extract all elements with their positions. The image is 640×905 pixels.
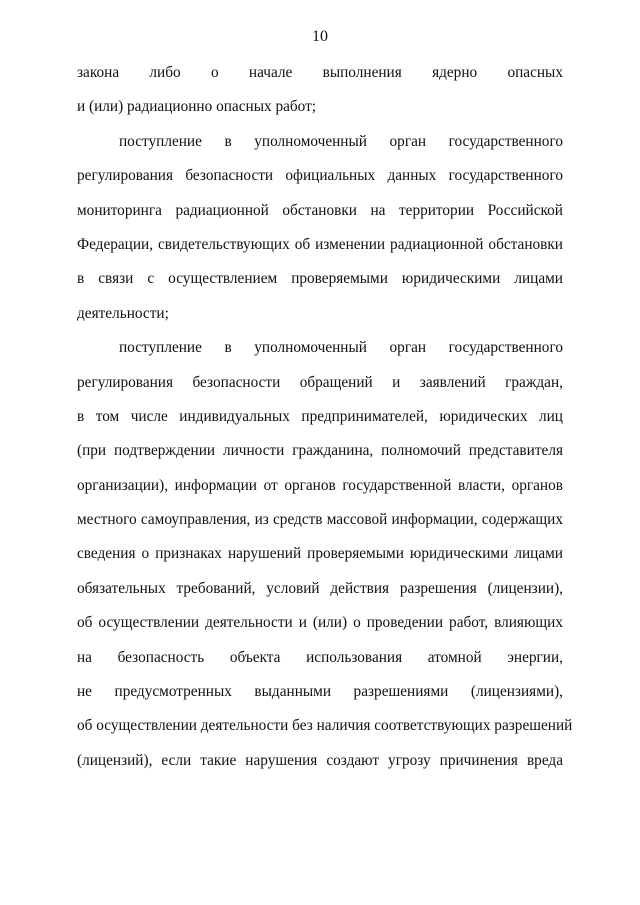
text-line: мониторинга радиационной обстановки на территории Российской [77,201,563,219]
paragraph-2 [77,132,563,338]
paragraph-1 [77,63,563,132]
text-line: (при подтверждении личности гражданина, полномочий представителя [77,442,563,460]
text-line: об осуществлении деятельности без наличия соответствующих разрешений [77,717,573,735]
text-line: (лицензий), если такие нарушения создают угрозу причинения вреда [77,751,563,769]
text-line: поступление в уполномоченный орган государственного [119,132,563,150]
text-line: на безопасность объекта использования атомной энергии, [77,648,563,666]
page-number: 10 [312,28,328,45]
text-line: и (или) радиационно опасных работ; [77,98,317,116]
text-line: об осуществлении деятельности и (или) о проведении работ, влияющих [77,614,563,632]
paragraph-3 [77,338,573,785]
text-line: в связи с осуществлением проверяемыми юридическими лицами [77,270,563,288]
text-line: поступление в уполномоченный орган государственного [119,339,563,357]
text-line: организации), информации от органов государственной власти, органов [77,476,563,494]
text-line: сведения о признаках нарушений проверяемыми юридическими лицами [77,545,563,563]
text-line: Федерации, свидетельствующих об изменении радиационной обстановки [77,235,563,253]
text-line: деятельности; [77,304,169,322]
text-line: не предусмотренных выданными разрешениями (лицензиями), [77,683,563,701]
body-text [77,63,573,785]
text-line: обязательных требований, условий действия разрешения (лицензии), [77,579,563,597]
text-line: местного самоуправления, из средств массовой информации, содержащих [77,511,563,529]
text-line: закона либо о начале выполнения ядерно опасных [77,64,563,81]
text-line: регулирования безопасности официальных данных государственного [77,167,563,185]
text-line: в том числе индивидуальных предпринимателей, юридических лиц [77,407,563,425]
text-line: регулирования безопасности обращений и заявлений граждан, [77,373,563,391]
